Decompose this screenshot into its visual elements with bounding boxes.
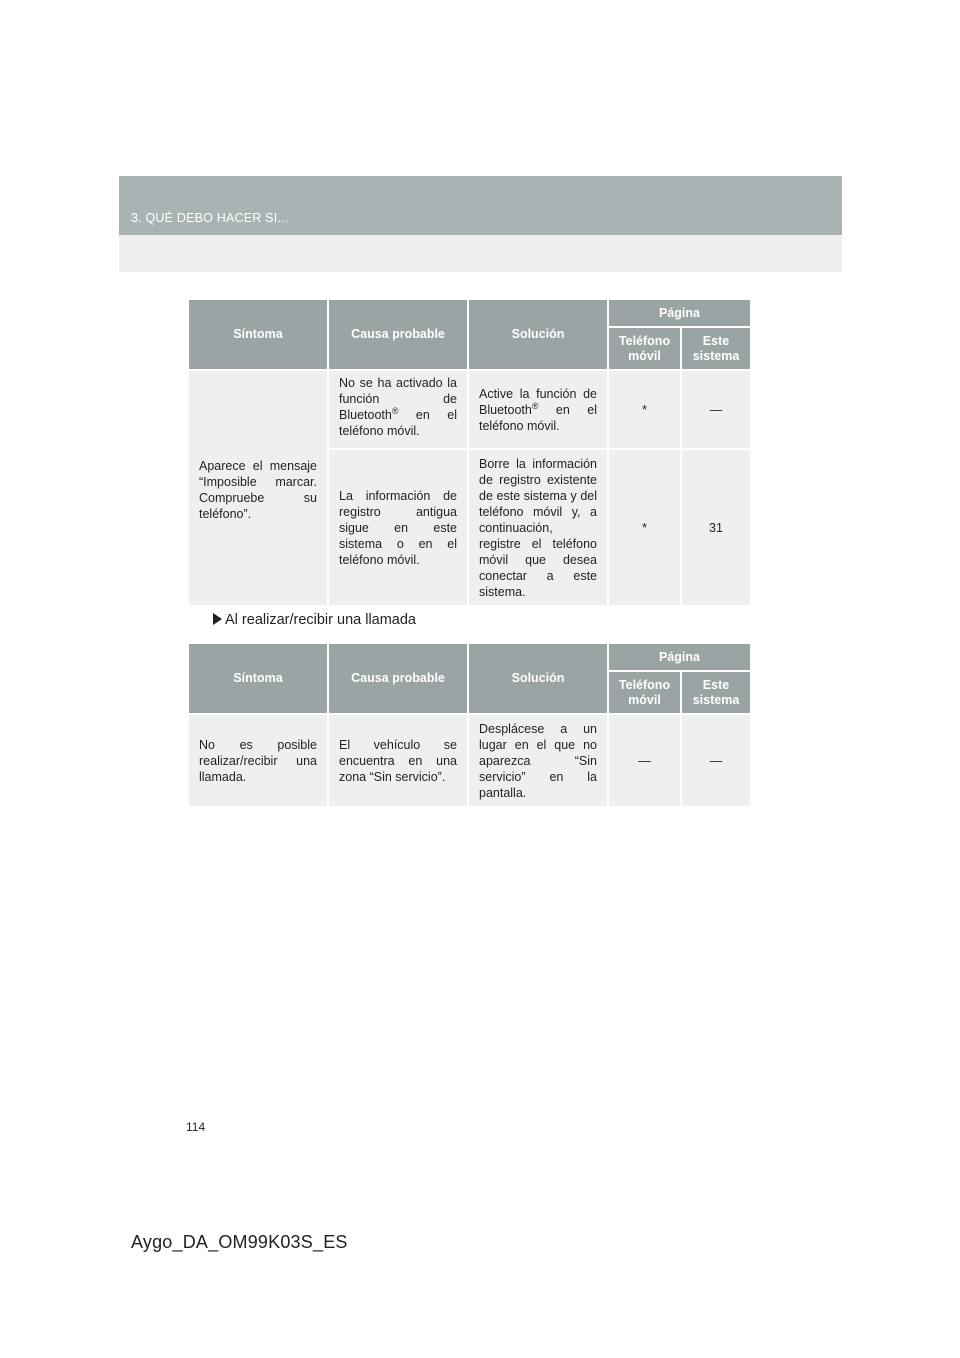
header-phone: Teléfono móvil bbox=[608, 327, 681, 370]
header-system: Este sistema bbox=[681, 327, 751, 370]
symptom-cell: No es posible realizar/recibir una llamada. bbox=[188, 714, 328, 807]
breadcrumb: 3. QUÉ DEBO HACER SI... bbox=[131, 211, 289, 225]
solution-text-end: en el teléfono móvil. bbox=[479, 402, 597, 433]
solution-cell: Borre la información de registro existente de este sistema y del teléfono móvil y, a continuación, registre el teléfono móvil que desea conectar a este sistema. bbox=[468, 449, 608, 606]
header-solution: Solución bbox=[468, 299, 608, 370]
header-symptom: Síntoma bbox=[188, 643, 328, 714]
registered-mark: ® bbox=[391, 405, 399, 416]
cause-text-end: en el teléfono móvil. bbox=[339, 408, 457, 438]
phone-page-cell: * bbox=[608, 370, 681, 449]
cause-cell: La información de registro antigua sigue en este sistema o en el teléfono móvil. bbox=[328, 449, 468, 606]
header-phone: Teléfono móvil bbox=[608, 671, 681, 714]
document-code: Aygo_DA_OM99K03S_ES bbox=[131, 1232, 348, 1252]
solution-text-start: Active la función de Bluetooth bbox=[479, 386, 597, 417]
cause-text-start: No se ha activado la función de Bluetooth bbox=[339, 376, 457, 422]
troubleshooting-table-1 bbox=[187, 298, 752, 607]
header-cause: Causa probable bbox=[328, 299, 468, 370]
phone-page-cell: — bbox=[608, 714, 681, 807]
phone-page-cell: * bbox=[608, 449, 681, 606]
solution-cell: Desplácese a un lugar en el que no aparezca “Sin servicio” en la pantalla. bbox=[468, 714, 608, 807]
header-page: Página bbox=[608, 299, 751, 327]
system-page-cell: — bbox=[681, 714, 751, 807]
header-band bbox=[119, 176, 842, 235]
symptom-cell: Aparece el mensaje “Imposible marcar. Compruebe su teléfono”. bbox=[188, 370, 328, 606]
header-system: Este sistema bbox=[681, 671, 751, 714]
troubleshooting-table-2 bbox=[187, 642, 752, 808]
header-symptom: Síntoma bbox=[188, 299, 328, 370]
cause-cell bbox=[328, 370, 468, 449]
page-number: 114 bbox=[186, 1120, 206, 1134]
header-solution: Solución bbox=[468, 643, 608, 714]
section-heading bbox=[213, 612, 416, 628]
solution-cell bbox=[468, 370, 608, 449]
header-cause: Causa probable bbox=[328, 643, 468, 714]
registered-mark: ® bbox=[531, 400, 539, 411]
cause-cell: El vehículo se encuentra en una zona “Sin servicio”. bbox=[328, 714, 468, 807]
system-page-link[interactable]: 31 bbox=[681, 449, 751, 606]
header-subband bbox=[119, 235, 842, 272]
system-page-cell: — bbox=[681, 370, 751, 449]
section-heading-text: Al realizar/recibir una llamada bbox=[225, 612, 416, 628]
triangle-bullet-icon bbox=[213, 613, 222, 625]
header-page: Página bbox=[608, 643, 751, 671]
